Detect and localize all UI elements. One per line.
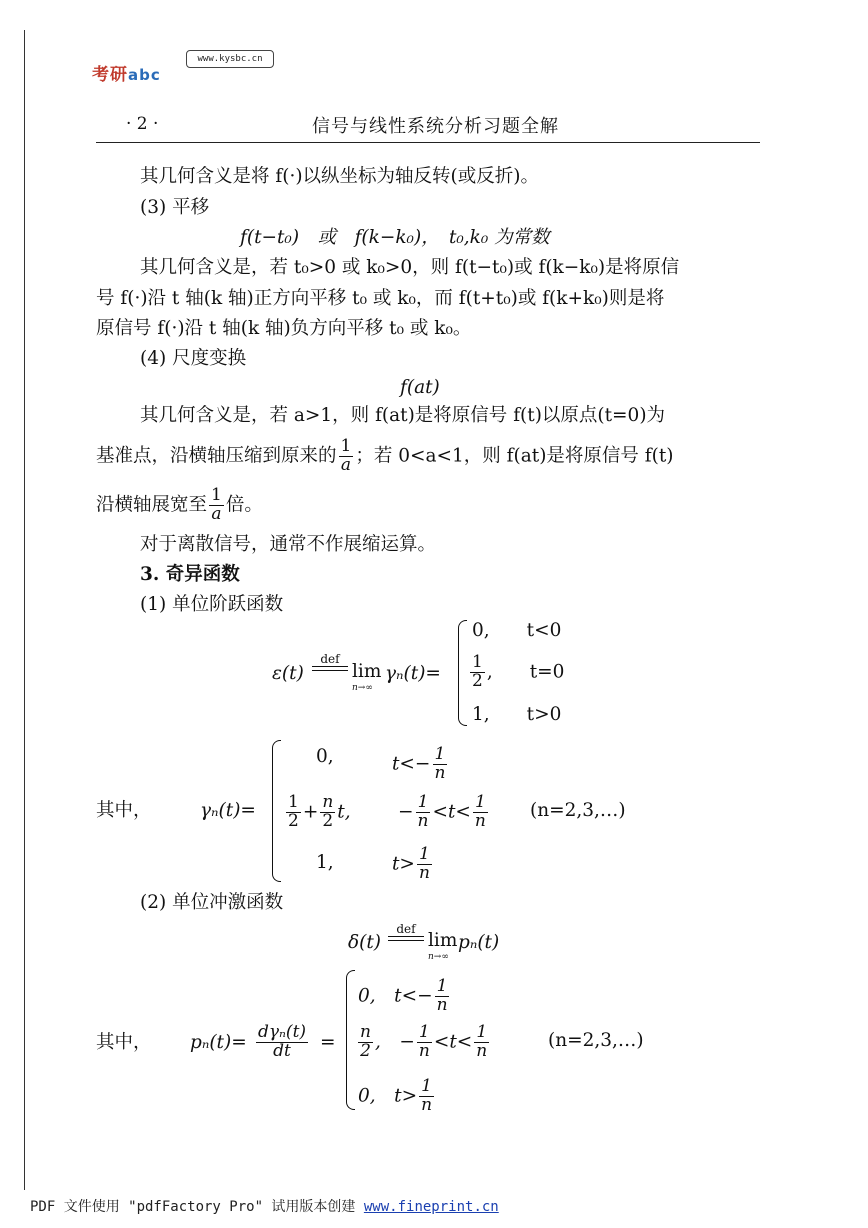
limit-subscript: n→∞ bbox=[428, 952, 449, 962]
section-heading-shift: (3) 平移 bbox=[140, 197, 210, 218]
section-heading-impulse: (2) 单位冲激函数 bbox=[140, 892, 284, 913]
case-row: 0, t<− $\frac{1}{n}$ bbox=[358, 976, 448, 1015]
case-row: 0, t<0 bbox=[472, 620, 562, 641]
paragraph-line: 对于离散信号，通常不作展缩运算。 bbox=[140, 534, 437, 555]
def-equal-sign: def bbox=[388, 922, 424, 941]
header-rule bbox=[96, 142, 760, 143]
case-condition: t> $\frac{1}{n}$ bbox=[392, 844, 430, 883]
paragraph-line-with-fraction: 沿横轴展宽至 $\frac{1}{a}$ 倍。 bbox=[96, 485, 263, 524]
fraction-one-over-a: $\frac{1}{a}$ bbox=[340, 436, 352, 475]
case-row: $\frac{1}{2}$ , t=0 bbox=[472, 652, 565, 691]
header-url-box: www.kysbc.cn bbox=[186, 50, 274, 68]
pn-equal: = bbox=[320, 1032, 336, 1053]
page-number: · 2 · bbox=[126, 114, 159, 134]
running-title: 信号与线性系统分析习题全解 bbox=[312, 116, 559, 137]
fineprint-link[interactable]: www.fineprint.cn bbox=[363, 1199, 499, 1215]
fraction-one-over-a: $\frac{1}{a}$ bbox=[211, 485, 222, 524]
step-function-lhs: ε(t) bbox=[272, 663, 304, 684]
kaoyan-logo: 考研abc bbox=[92, 65, 161, 85]
paragraph-line: 其几何含义是，若 a>1，则 f(at)是将原信号 f(t)以原点(t=0)为 bbox=[140, 405, 666, 426]
def-equal-sign: def bbox=[312, 652, 348, 671]
gamma-lhs: γₙ(t)= bbox=[200, 800, 256, 821]
paragraph-line: 原信号 f(·)沿 t 轴(k 轴)负方向平移 t₀ 或 k₀。 bbox=[96, 318, 472, 339]
limit-operator: lim bbox=[428, 930, 458, 951]
pn-derivative: $\frac{\text{dγₙ(t)}}{dt}$ bbox=[258, 1022, 307, 1061]
delta-rhs: pₙ(t) bbox=[458, 932, 500, 953]
case-value: 1, bbox=[316, 852, 334, 873]
case-row: $\frac{n}{2}$ , − $\frac{1}{n}$ <t< $\frac{1}{n}$ bbox=[360, 1022, 488, 1061]
case-value: $\frac{1}{2}$ + $\frac{n}{2}$ t, bbox=[288, 792, 351, 831]
section-heading-singular: 3. 奇异函数 bbox=[140, 564, 240, 585]
where-label: 其中， bbox=[96, 1032, 152, 1053]
n-range: (n=2,3,…) bbox=[530, 800, 626, 821]
paragraph-line: 其几何含义是，若 t₀>0 或 k₀>0，则 f(t−t₀)或 f(k−k₀)是将原信 bbox=[140, 257, 680, 278]
case-row: 1, t>0 bbox=[472, 704, 562, 725]
case-condition: t<− $\frac{1}{n}$ bbox=[392, 744, 446, 783]
limit-subscript: n→∞ bbox=[352, 683, 373, 693]
section-heading-step: (1) 单位阶跃函数 bbox=[140, 594, 284, 615]
delta-lhs: δ(t) bbox=[348, 932, 382, 953]
pdf-footer: PDF 文件使用 "pdfFactory Pro" 试用版本创建 www.fineprint.cn bbox=[30, 1199, 499, 1215]
cases-brace bbox=[346, 970, 355, 1110]
n-range: (n=2,3,…) bbox=[548, 1030, 644, 1051]
left-margin-line bbox=[24, 30, 25, 1190]
limit-operator: lim bbox=[352, 661, 382, 682]
case-condition: − $\frac{1}{n}$ <t< $\frac{1}{n}$ bbox=[398, 792, 486, 831]
step-function-rhs: γₙ(t)= bbox=[385, 663, 441, 684]
paragraph-line-with-fraction: 基准点，沿横轴压缩到原来的 $\frac{1}{a}$ ；若 0<a<1，则 f(at)是将原信号 f(t) bbox=[96, 436, 674, 475]
where-label: 其中， bbox=[96, 800, 152, 821]
cases-brace bbox=[458, 620, 467, 726]
paragraph-line: 号 f(·)沿 t 轴(k 轴)正方向平移 t₀ 或 k₀，而 f(t+t₀)或 f(k+k₀)则是将 bbox=[96, 288, 665, 309]
paragraph-line: 其几何含义是将 f(·)以纵坐标为轴反转(或反折)。 bbox=[140, 166, 539, 187]
shift-formula: f(t−t₀) 或 f(k−k₀)， t₀,k₀ 为常数 bbox=[240, 227, 550, 248]
case-value: 0, bbox=[316, 746, 334, 767]
section-heading-scale: (4) 尺度变换 bbox=[140, 348, 247, 369]
pn-lhs: pₙ(t)= bbox=[190, 1032, 247, 1053]
cases-brace bbox=[272, 740, 281, 882]
scale-formula: f(at) bbox=[400, 377, 440, 398]
case-row: 0, t> $\frac{1}{n}$ bbox=[358, 1076, 433, 1115]
